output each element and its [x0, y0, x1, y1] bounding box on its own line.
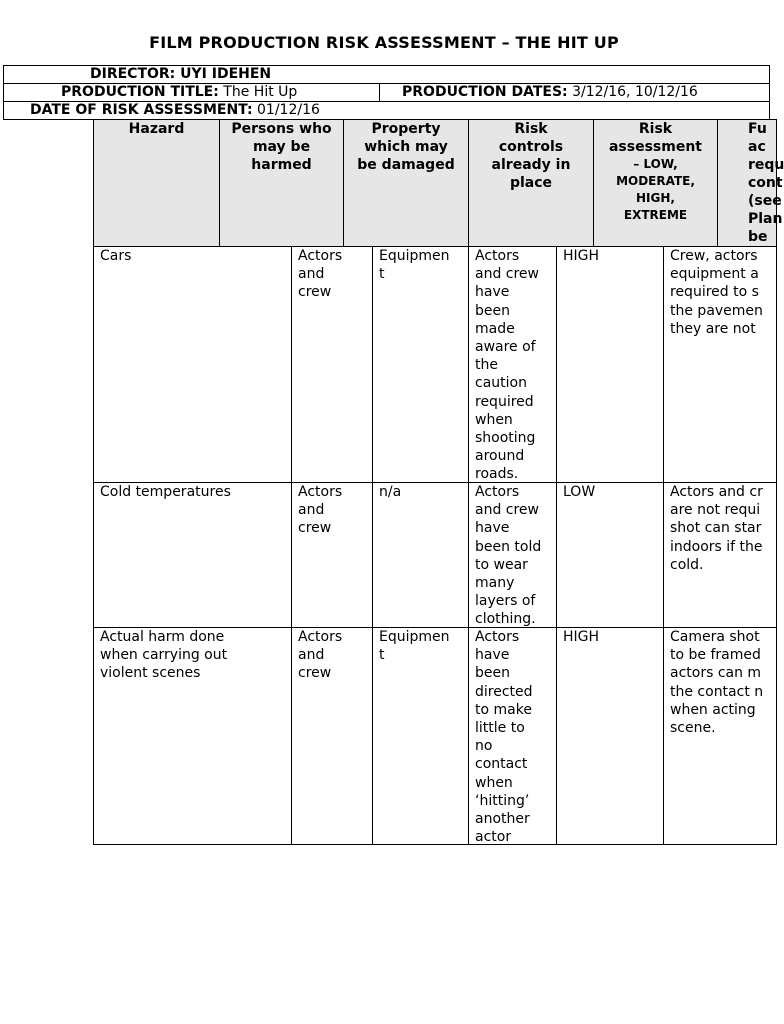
row3-risk: HIGH	[556, 627, 664, 845]
production-title-label: PRODUCTION TITLE:	[61, 84, 219, 100]
production-dates-value: 3/12/16, 10/12/16	[567, 84, 698, 100]
header-property: Property which may be damaged	[343, 119, 469, 247]
header-persons: Persons who may be harmed	[219, 119, 344, 247]
production-dates-row	[379, 83, 770, 102]
risk-date-label: DATE OF RISK ASSESSMENT:	[30, 102, 253, 118]
production-title-row	[3, 83, 380, 102]
production-dates-label: PRODUCTION DATES:	[402, 84, 568, 100]
row3-controls: Actors have been directed to make little to no contact when ‘hitting’ another actor	[468, 627, 557, 845]
header-assessment-bottom: – LOW, MODERATE, HIGH, EXTREME	[616, 157, 695, 222]
header-controls: Risk controls already in place	[468, 119, 594, 247]
row1-controls: Actors and crew have been made aware of the caution required when shooting around roads.	[468, 246, 557, 483]
row2-further: Actors and cr are not requi shot can star indoors if the cold.	[663, 482, 777, 628]
row1-risk: HIGH	[556, 246, 664, 483]
document-title: FILM PRODUCTION RISK ASSESSMENT – THE HIT UP	[149, 33, 619, 52]
row1-further: Crew, actors equipment a required to s the pavemen they are not	[663, 246, 777, 483]
header-assessment	[593, 119, 718, 247]
risk-date-row	[3, 101, 770, 120]
row1-persons: Actors and crew	[291, 246, 373, 483]
header-further-action: Fu ac requ cont (see Plan be	[717, 119, 777, 247]
row2-hazard: Cold temperatures	[93, 482, 292, 628]
row3-persons: Actors and crew	[291, 627, 373, 845]
header-assessment-top: Risk assessment	[608, 121, 703, 155]
row1-property: Equipmen t	[372, 246, 469, 483]
director-label: DIRECTOR: UYI IDEHEN	[90, 66, 272, 82]
row2-risk: LOW	[556, 482, 664, 628]
director-row	[3, 65, 770, 84]
row3-property: Equipmen t	[372, 627, 469, 845]
row1-hazard: Cars	[93, 246, 292, 483]
production-title-value: The Hit Up	[218, 84, 298, 100]
row2-controls: Actors and crew have been told to wear many layers of clothing.	[468, 482, 557, 628]
risk-date-value: 01/12/16	[252, 102, 320, 118]
row2-property: n/a	[372, 482, 469, 628]
row2-persons: Actors and crew	[291, 482, 373, 628]
row3-hazard: Actual harm done when carrying out violent scenes	[93, 627, 292, 845]
header-hazard: Hazard	[93, 119, 220, 247]
row3-further: Camera shot to be framed actors can m the contact n when acting scene.	[663, 627, 777, 845]
